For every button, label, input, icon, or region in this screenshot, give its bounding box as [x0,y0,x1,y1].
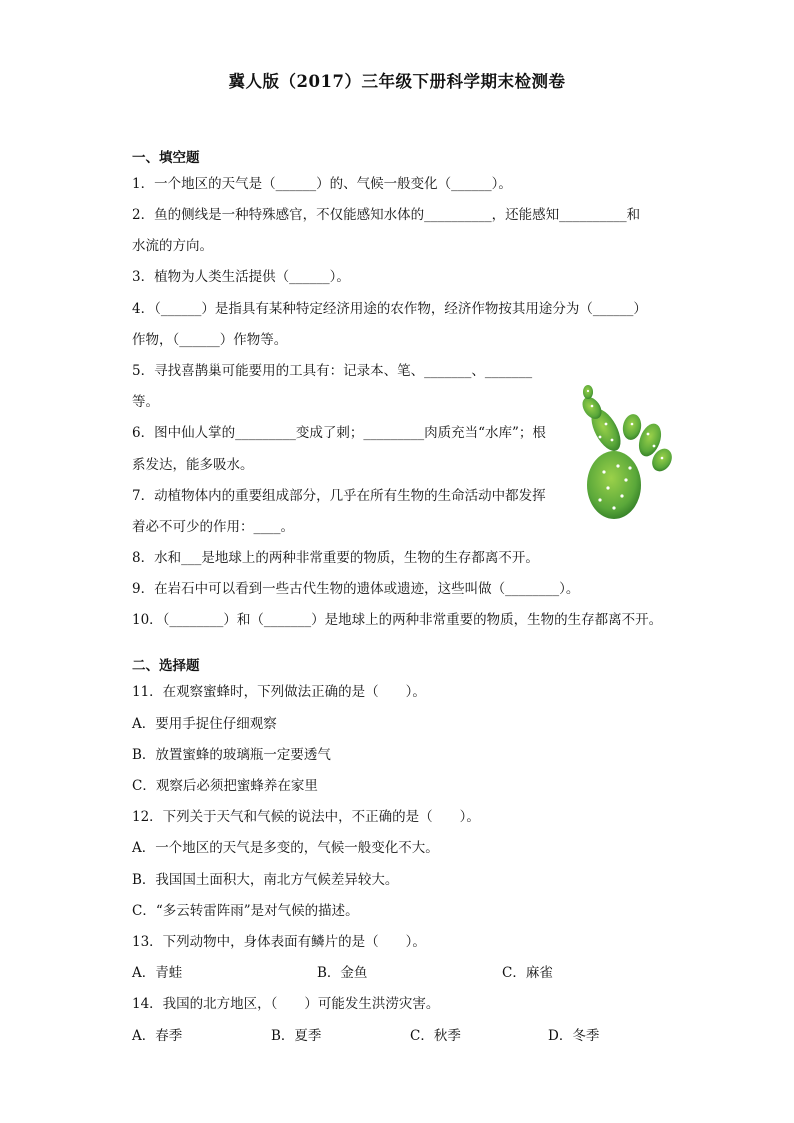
question-line: 系发达，能多吸水。 [132,457,254,473]
question-line: 9．在岩石中可以看到一些古代生物的遗体或遗迹，这些叫做（________）。 [132,581,580,597]
section-heading-multiple-choice: 二、选择题 [132,658,200,674]
question-line: 12．下列关于天气和气候的说法中，不正确的是（ ）。 [132,809,480,825]
question-line: 11．在观察蜜蜂时，下列做法正确的是（ ）。 [132,684,426,700]
question-line: 作物，（______）作物等。 [132,332,288,348]
question-line: 7．动植物体内的重要组成部分，几乎在所有生物的生命活动中都发挥 [132,488,546,504]
option-line: A．一个地区的天气是多变的，气候一般变化不大。 [132,840,439,856]
question-line: 8．水和___是地球上的两种非常重要的物质，生物的生存都离不开。 [132,550,539,566]
option-line: A．要用手捉住仔细观察 [132,716,277,732]
option-b: B．夏季 [271,1028,322,1044]
question-line: 4．（______）是指具有某种特定经济用途的农作物，经济作物按其用途分为（______） [132,301,647,317]
question-line: 1．一个地区的天气是（______）的、气候一般变化（______）。 [132,176,512,192]
option-line: B．放置蜜蜂的玻璃瓶一定要透气 [132,747,331,763]
question-line: 13．下列动物中，身体表面有鳞片的是（ ）。 [132,934,426,950]
question-line: 14．我国的北方地区，（ ）可能发生洪涝灾害。 [132,996,440,1012]
question-line: 着必不可少的作用：____。 [132,519,294,535]
option-a: A．青蛙 [132,965,183,981]
question-line: 2．鱼的侧线是一种特殊感官，不仅能感知水体的__________，还能感知__________和 [132,207,641,223]
option-line: C．“多云转雷阵雨”是对气候的描述。 [132,903,359,919]
question-line: 10．（________）和（_______）是地球上的两种非常重要的物质，生物的生存都离不开。 [132,612,663,628]
option-b: B．金鱼 [317,965,368,981]
option-d: D．冬季 [548,1028,600,1044]
question-line: 3．植物为人类生活提供（______）。 [132,269,350,285]
question-line: 水流的方向。 [132,238,213,254]
section-heading-fill-blank: 一、填空题 [132,150,200,166]
option-c: C．麻雀 [502,965,553,981]
option-line: C．观察后必须把蜜蜂养在家里 [132,778,318,794]
page-title: 冀人版（2017）三年级下册科学期末检测卷 [228,72,566,91]
option-line: B．我国国土面积大，南北方气候差异较大。 [132,872,399,888]
question-line: 6．图中仙人掌的_________变成了刺；_________肉质充当“水库”；根 [132,425,546,441]
cactus-illustration [570,382,674,522]
option-c: C．秋季 [410,1028,461,1044]
question-line: 等。 [132,394,159,410]
option-a: A．春季 [132,1028,183,1044]
question-line: 5．寻找喜鹊巢可能要用的工具有：记录本、笔、_______、_______ [132,363,533,379]
